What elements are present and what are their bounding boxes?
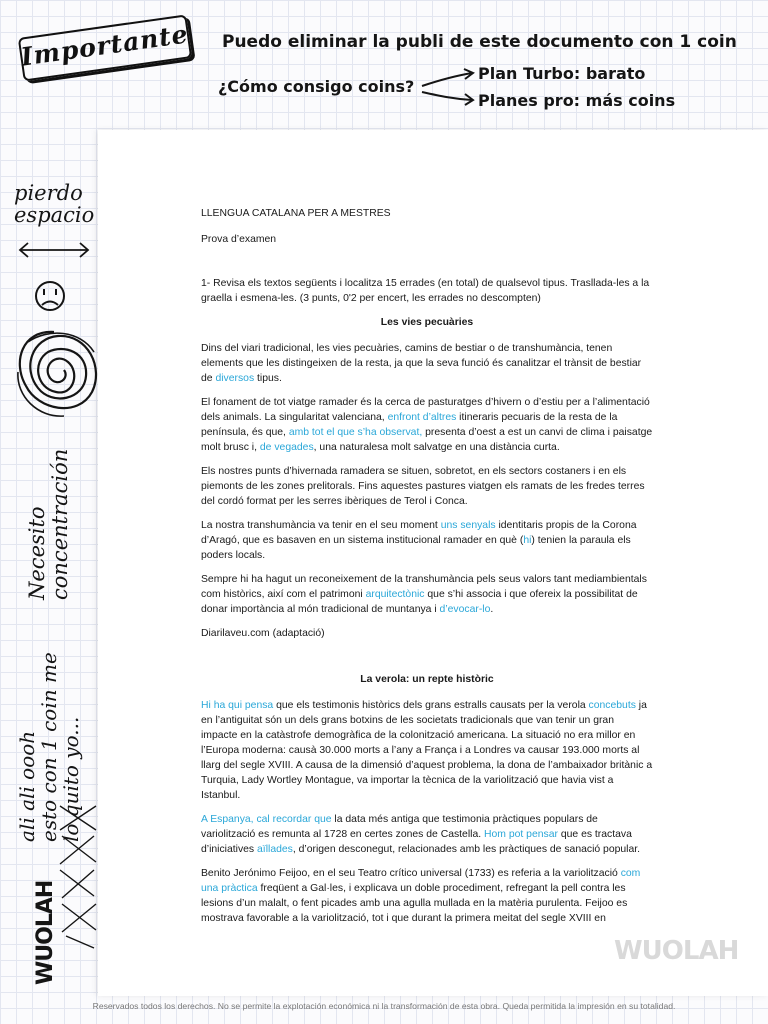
text-run: que s’hi associa i que ofereix la possibilitat de donar importància al món tradicional de muntanya i <box>201 589 638 615</box>
sidebar-note-focus <box>26 449 72 600</box>
note-line: lo quito yo... <box>59 716 83 842</box>
note-line: concentración <box>48 448 73 600</box>
text-run: freqüent a Gal·les, i explicava un doble procediment, refregant la pell contra les lesions d’un malalt, o fent picades amb una agulla mullada en la matèria purulenta. Feijoo es mostrava favorable a la variolització, tot i que durant la primera meitat del segle XVIII en <box>201 883 628 924</box>
plan-turbo-link[interactable]: Plan Turbo: barato <box>478 64 646 83</box>
text-run: la data més antiga que testimonia pràctiques populars de variolització es remunta al 1728 en certes zones de Castella. <box>201 814 598 840</box>
spacer <box>201 650 653 672</box>
highlight-error: A Espanya, cal recordar que <box>201 814 332 825</box>
arrow-icon <box>420 86 476 108</box>
doodle-crosses-icon <box>56 800 100 950</box>
highlight-error: aïllades <box>257 844 293 855</box>
document-subtitle: Prova d’examen <box>201 234 277 245</box>
text-run: presenta d’oest a est un canvi de clima i paisatge molt brusc i, <box>201 427 653 453</box>
note-line: Necesito <box>25 506 49 600</box>
text-run: tipus. <box>254 373 282 384</box>
text-run: La nostra transhumància va tenir en el seu moment <box>201 520 441 531</box>
text-run: Benito Jerónimo Feijoo, en el seu Teatro crítico universal (1733) es referia a la variolització <box>201 868 621 879</box>
highlight-error: d’evocar-lo <box>439 604 491 615</box>
highlight-error: uns senyals <box>440 520 496 531</box>
spacer <box>201 258 653 276</box>
text1-source: Diarilaveu.com (adaptació) <box>201 628 325 639</box>
note-line: esto con 1 coin me <box>37 652 61 842</box>
note-line: ali ali oooh <box>15 730 39 842</box>
text-run: Sempre hi ha hagut un reconeixement de la transhumància pels seus valors tant mediambientals com històrics, així com el patrimoni <box>201 574 647 600</box>
text2-paragraph <box>201 866 653 926</box>
note-line: pierdo <box>14 181 83 205</box>
highlight-error: enfront d’altres <box>387 412 457 423</box>
sidebar-note-space <box>14 182 94 226</box>
sad-face-icon <box>31 280 69 312</box>
highlight-error: de vegades <box>259 442 314 453</box>
text1-paragraph <box>201 395 653 455</box>
double-arrow-icon <box>16 240 92 260</box>
text-run: El fonament de tot viatge ramader és la cerca de pasturatges d’hivern o d’estiu per a l’alimentació dels animals. La singularitat valenciana, <box>201 397 650 423</box>
text1-paragraph <box>201 572 653 617</box>
text-run: que els testimonis històrics dels grans estralls causats per la verola <box>273 700 589 711</box>
copyright-footer: Reservados todos los derechos. No se permite la explotación económica ni la transformación de esta obra. Queda permitida la impresión en su totalidad. <box>92 1001 676 1011</box>
text1-paragraph: Els nostres punts d’hivernada ramadera se situen, sobretot, en els sectors costaners i en els piemonts de les zones prelitorals. Fins aquestes pastures viatgen els ramats de les fredes terres del cordó format per les serres ibèriques de Terol i Conca. <box>201 466 645 507</box>
text-run: . <box>490 604 494 615</box>
highlight-error: Hom pot pensar <box>484 829 558 840</box>
importante-stamp <box>18 14 192 81</box>
text2-paragraph <box>201 698 653 803</box>
document-body <box>201 206 653 935</box>
promo-question[interactable]: ¿Cómo consigo coins? <box>218 77 415 96</box>
note-line: espacio <box>14 203 95 228</box>
highlight-error: Hi ha qui pensa <box>201 700 274 711</box>
text-run: ) tenien la paraula els poders locals. <box>201 535 631 561</box>
text-run: ja en l’antiguitat són un dels grans botxins de les societats tradicionals que van tenir un gran impacte en la catàstrofe demogràfica de la colonització americana. La situació no era millor en l’Europa moderna: causà 30.000 morts a l’any a França i a Londres va causar 193.000 morts al llarg del segle XVIII. A causa de la dimensió d’aquest problema, la dona de l’ambaixador britànic a Turquia, Lady Wortley Montague, va importar la tècnica de la variolització que havia vist a Istanbul. <box>201 700 653 801</box>
stamp-label: Importante <box>19 19 191 72</box>
text1-paragraph <box>201 518 653 563</box>
text-run: que es tractava d’iniciatives <box>201 829 632 855</box>
text2-paragraph <box>201 812 653 857</box>
text1-paragraph <box>201 341 653 386</box>
plan-pro-link[interactable]: Planes pro: más coins <box>478 91 676 110</box>
text2-heading: La verola: un repte històric <box>360 674 494 685</box>
document-title: LLENGUA CATALANA PER A MESTRES <box>201 208 391 219</box>
highlight-error: com una pràctica <box>201 868 641 894</box>
highlight-error: concebuts <box>588 700 636 711</box>
text-run: , d’origen desconegut, relacionades amb les pràctiques de sanació popular. <box>292 844 641 855</box>
text-run: , una naturalesa molt salvatge en una distància curta. <box>313 442 560 453</box>
promo-headline[interactable]: Puedo eliminar la publi de este documento con 1 coin <box>222 32 737 52</box>
text-run: identitaris propis de la Corona d’Aragó, que es basaven en un sistema institucional ramader en què ( <box>201 520 637 546</box>
highlight-error: diversos <box>215 373 255 384</box>
text1-heading: Les vies pecuàries <box>380 317 474 328</box>
scribble-icon <box>8 322 100 424</box>
exercise-instruction: 1- Revisa els textos següents i localitza 15 errades (en total) de qualsevol tipus. Trasllada-les a la graella i esmena-les. (3 punts, 0'2 per encert, les errades no descompten) <box>201 278 650 304</box>
wuolah-logo-side[interactable]: WUOLAH <box>33 880 58 985</box>
highlight-error: amb tot el que s’ha observat, <box>288 427 423 438</box>
text-run: itineraris pecuaris de la resta de la península, és que, <box>201 412 618 438</box>
document-page <box>98 130 768 996</box>
highlight-error: arquitectònic <box>365 589 425 600</box>
wuolah-watermark: WUOLAH <box>614 936 739 966</box>
text-run: Dins del viari tradicional, les vies pecuàries, camins de bestiar o de transhumància, tenen elements que les distingeixen de la resta, ja que la seva funció és canalitzar el trànsit de bestiar de <box>201 343 642 384</box>
highlight-error: hi <box>523 535 532 546</box>
